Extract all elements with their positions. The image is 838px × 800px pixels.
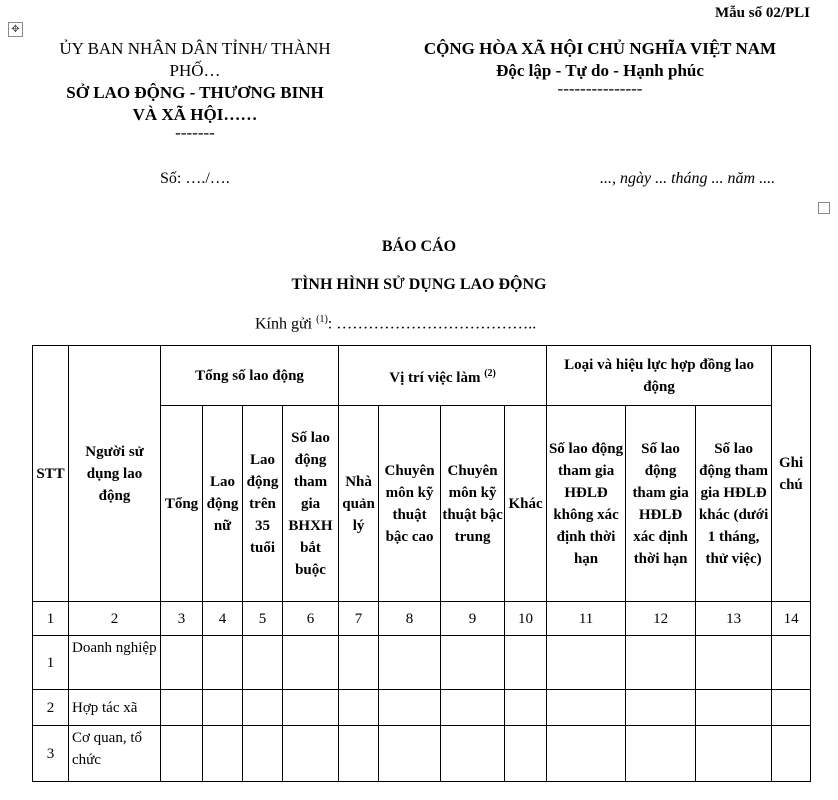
empty-cell[interactable] — [441, 690, 505, 726]
subheader-cell: Chuyên môn kỹ thuật bậc cao — [379, 406, 441, 602]
empty-cell[interactable] — [772, 690, 811, 726]
empty-cell[interactable] — [505, 636, 547, 690]
header-left — [40, 38, 350, 140]
form-number: Mẫu số 02/PLI — [714, 5, 810, 21]
header-right — [390, 38, 810, 96]
empty-cell[interactable] — [243, 726, 283, 782]
header-stt: STT — [33, 346, 69, 602]
empty-cell[interactable] — [339, 726, 379, 782]
column-number-row — [33, 602, 811, 636]
subheader-cell: Lao động trên 35 tuổi — [243, 406, 283, 602]
column-number: 12 — [626, 602, 696, 636]
empty-cell[interactable] — [441, 726, 505, 782]
empty-cell[interactable] — [547, 726, 626, 782]
subheader-cell: Khác — [505, 406, 547, 602]
header-group-position-label: Vị trí việc làm — [389, 369, 481, 386]
table-resize-handle-icon[interactable] — [818, 202, 830, 214]
table-header-row — [33, 346, 811, 406]
column-number: 4 — [203, 602, 243, 636]
empty-cell[interactable] — [547, 636, 626, 690]
header-group-contract: Loại và hiệu lực hợp đồng lao động — [547, 346, 772, 406]
column-number: 1 — [33, 602, 69, 636]
issuer-line2: SỞ LAO ĐỘNG - THƯƠNG BINH VÀ XÃ HỘI…… — [66, 83, 324, 124]
subheader-cell: Nhà quản lý — [339, 406, 379, 602]
empty-cell[interactable] — [696, 636, 772, 690]
report-table — [32, 345, 811, 782]
empty-cell[interactable] — [696, 726, 772, 782]
empty-cell[interactable] — [283, 726, 339, 782]
row-stt: 2 — [33, 690, 69, 726]
row-stt: 1 — [33, 636, 69, 690]
row-name: Cơ quan, tổ chức — [69, 726, 161, 782]
empty-cell[interactable] — [626, 690, 696, 726]
recipient-note: (1) — [316, 314, 328, 325]
column-number: 2 — [69, 602, 161, 636]
column-number: 5 — [243, 602, 283, 636]
empty-cell[interactable] — [203, 726, 243, 782]
header-group-total: Tổng số lao động — [161, 346, 339, 406]
empty-cell[interactable] — [243, 636, 283, 690]
empty-cell[interactable] — [161, 636, 203, 690]
column-number: 8 — [379, 602, 441, 636]
column-number: 14 — [772, 602, 811, 636]
doc-subtitle: TÌNH HÌNH SỬ DỤNG LAO ĐỘNG — [291, 276, 547, 293]
empty-cell[interactable] — [626, 636, 696, 690]
column-number: 11 — [547, 602, 626, 636]
recipient-line — [255, 314, 536, 333]
row-stt: 3 — [33, 726, 69, 782]
row-name: Hợp tác xã — [69, 690, 161, 726]
empty-cell[interactable] — [379, 726, 441, 782]
header-note: Ghi chú — [772, 346, 811, 602]
empty-cell[interactable] — [203, 690, 243, 726]
column-number: 7 — [339, 602, 379, 636]
column-number: 13 — [696, 602, 772, 636]
table-row — [33, 636, 811, 690]
table-move-handle-icon[interactable]: ✥ — [8, 22, 23, 37]
empty-cell[interactable] — [339, 636, 379, 690]
empty-cell[interactable] — [505, 726, 547, 782]
header-group-position-note: (2) — [484, 367, 496, 379]
issuer-divider: ------- — [175, 123, 215, 142]
motto-divider: --------------- — [557, 79, 643, 98]
header-employer: Người sử dụng lao động — [69, 346, 161, 602]
empty-cell[interactable] — [161, 690, 203, 726]
subheader-cell: Số lao động tham gia HĐLĐ xác định thời hạn — [626, 406, 696, 602]
empty-cell[interactable] — [379, 636, 441, 690]
column-number: 6 — [283, 602, 339, 636]
recipient-label: Kính gửi — [255, 315, 313, 333]
empty-cell[interactable] — [161, 726, 203, 782]
empty-cell[interactable] — [772, 726, 811, 782]
empty-cell[interactable] — [243, 690, 283, 726]
empty-cell[interactable] — [283, 636, 339, 690]
doc-number: Số: …./…. — [160, 170, 230, 187]
column-number: 10 — [505, 602, 547, 636]
column-number: 3 — [161, 602, 203, 636]
date-line: ..., ngày ... tháng ... năm .... — [600, 170, 776, 187]
doc-title: BÁO CÁO — [381, 238, 457, 255]
empty-cell[interactable] — [441, 636, 505, 690]
empty-cell[interactable] — [772, 636, 811, 690]
subheader-cell: Số lao động tham gia HĐLĐ khác (dưới 1 tháng, thử việc) — [696, 406, 772, 602]
empty-cell[interactable] — [339, 690, 379, 726]
empty-cell[interactable] — [505, 690, 547, 726]
nation-motto: Độc lập - Tự do - Hạnh phúc — [496, 61, 704, 80]
empty-cell[interactable] — [283, 690, 339, 726]
column-number: 9 — [441, 602, 505, 636]
empty-cell[interactable] — [379, 690, 441, 726]
table-row — [33, 726, 811, 782]
table-row — [33, 690, 811, 726]
empty-cell[interactable] — [203, 636, 243, 690]
subheader-cell: Số lao động tham gia BHXH bắt buộc — [283, 406, 339, 602]
empty-cell[interactable] — [547, 690, 626, 726]
nation-title: CỘNG HÒA XÃ HỘI CHỦ NGHĨA VIỆT NAM — [423, 39, 777, 58]
recipient-blank: : ……………………………….. — [327, 315, 537, 333]
subheader-cell: Chuyên môn kỹ thuật bậc trung — [441, 406, 505, 602]
issuer-line1: ỦY BAN NHÂN DÂN TỈNH/ THÀNH PHỐ… — [59, 39, 331, 80]
row-name: Doanh nghiệp — [69, 636, 161, 690]
empty-cell[interactable] — [626, 726, 696, 782]
subheader-cell: Tổng — [161, 406, 203, 602]
subheader-cell: Lao động nữ — [203, 406, 243, 602]
header-group-position — [339, 346, 547, 406]
empty-cell[interactable] — [696, 690, 772, 726]
subheader-cell: Số lao động tham gia HĐLĐ không xác định thời hạn — [547, 406, 626, 602]
